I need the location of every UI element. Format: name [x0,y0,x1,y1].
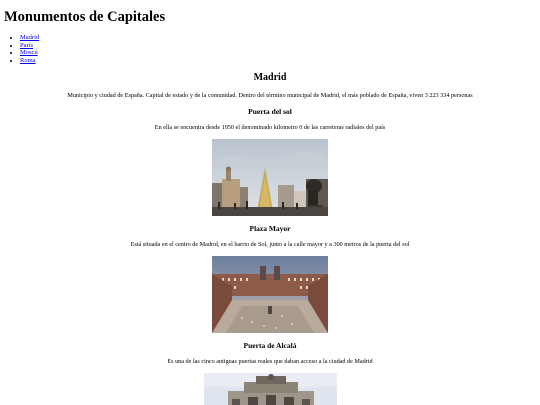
city-heading: Madrid [253,72,287,83]
monument-text-puerta-de-alcala: Es una de las cinco antiguas puertas reales que daban acceso a la ciudad de Madrid [167,358,373,365]
site-title: Monumentos de Capitales [4,9,166,25]
puerta-de-alcala-photo [204,373,337,405]
city-nav-list [20,34,39,64]
monument-title-puerta-del-sol: Puerta del sol [248,107,292,116]
puerta-del-sol-photo [212,139,328,216]
nav-link-paris[interactable]: París [20,41,33,49]
nav-item-madrid [20,34,39,42]
nav-link-moscu[interactable]: Moscú [20,49,38,57]
monument-title-puerta-de-alcala: Puerta de Alcalá [243,341,297,350]
nav-item-moscu [20,49,39,57]
nav-link-roma[interactable]: Roma [20,56,36,64]
plaza-mayor-photo [212,256,328,333]
city-description: Municipio y ciudad de España. Capital de estado y de la comunidad. Dentro del término municipal de Madrid, el más poblado de España, viven 3 223 334 personas [67,92,473,99]
nav-item-paris [20,42,39,50]
monument-text-puerta-del-sol: En ella se encuentra desde 1950 el denominado kilometro 0 de las carreteras radiales del país [154,124,386,131]
nav-link-madrid[interactable]: Madrid [20,34,40,41]
nav-item-roma [20,57,39,65]
monument-title-plaza-mayor: Plaza Mayor [249,224,291,233]
monument-text-plaza-mayor: Está situada en el centro de Madrid, en el barrio de Sol, junto a la calle mayor y a 300 metros de la puerta del sol [130,241,410,248]
